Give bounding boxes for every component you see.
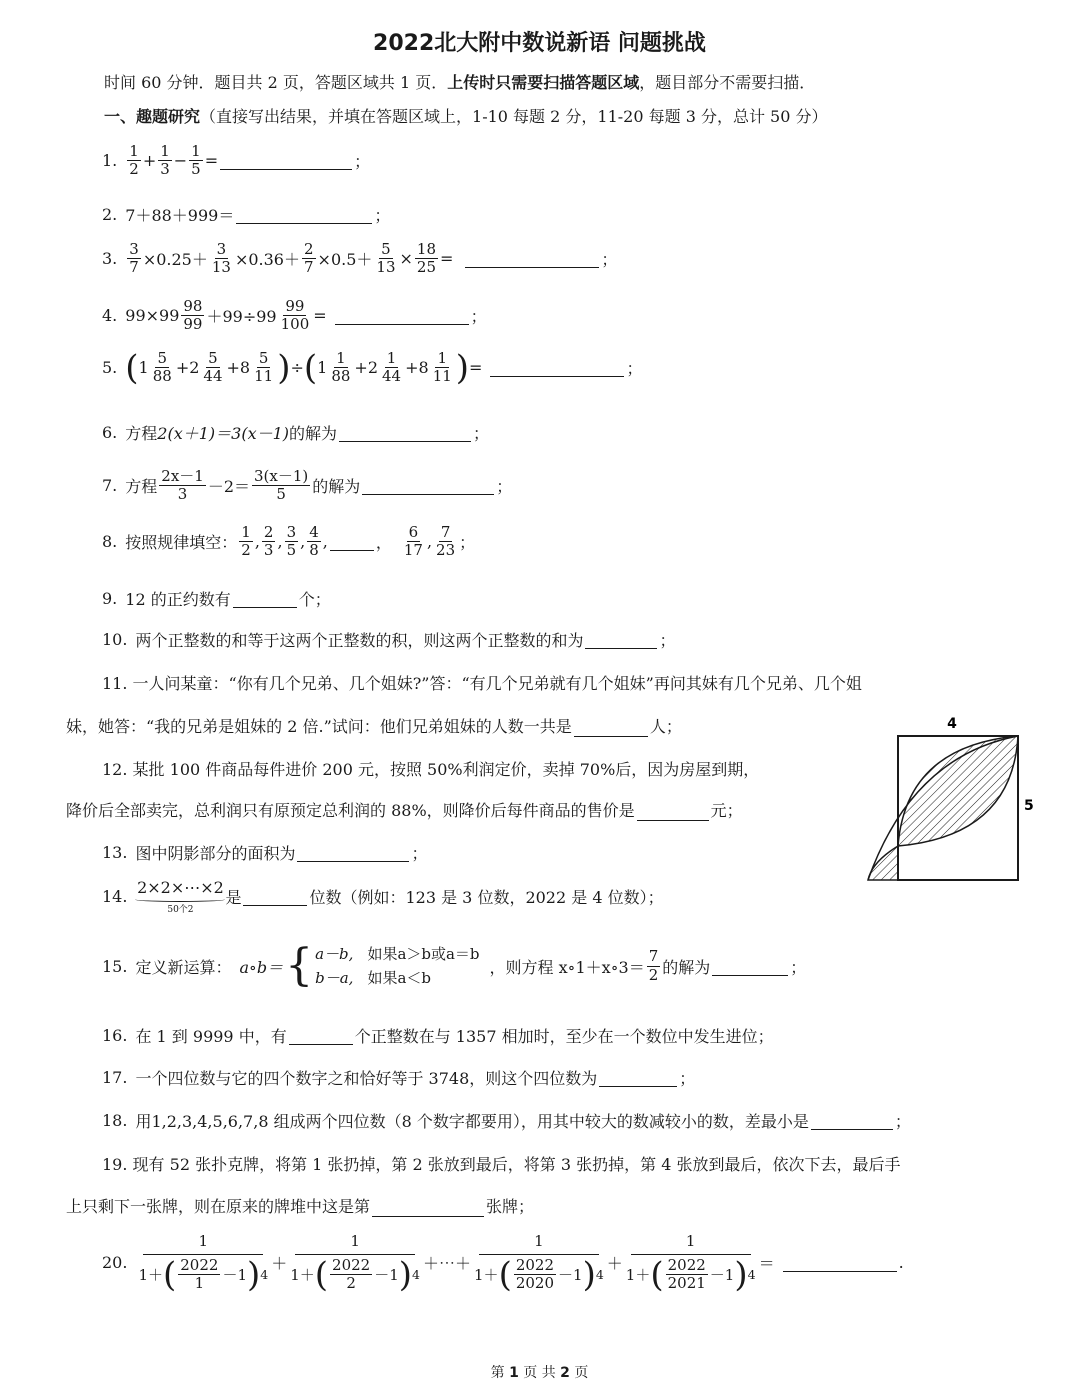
question-11: 11. 一人问某童：“你有几个兄弟、几个姐妹?”答：“有几个兄弟就有几个姐妹”再问其妹有几个兄弟、几个姐 — [102, 674, 862, 693]
question-number: 1. — [102, 151, 118, 171]
answer-blank[interactable] — [574, 718, 648, 737]
question-number: 19. — [102, 1155, 128, 1174]
intro-bold: 上传时只需要扫描答题区域 — [447, 73, 640, 92]
question-number: 9. — [102, 589, 118, 608]
intro-text-end: ，题目部分不需要扫描． — [639, 73, 816, 92]
question-20: 20. 1 1＋ ( 2022 1 －1 ) 4 ＋ 1 1＋ ( 2022 2 －1 ) 4 ＋⋯＋ 1 1＋ ( 2022 2020 －1 ) 4 ＋ 1 1＋ ( 2022 2021 －1 ) 4 ＝ . — [102, 1232, 904, 1295]
intro-text: 时间 60 分钟．题目共 2 页，答题区域共 1 页． — [104, 73, 448, 92]
answer-blank[interactable] — [637, 802, 709, 821]
question-number: 13. — [102, 843, 128, 862]
question-14: 14. 2×2×⋯×2 50个2 是 位数（例如：123 是 3 位数，2022 是 4 位数）； — [102, 878, 664, 915]
answer-blank[interactable] — [585, 630, 657, 649]
question-15: 15. 定义新运算： a∘b＝ { a－b, 如果a＞b或a＝b b－a, 如果a＜b ，则方程 x∘1＋x∘3＝ 7 2 的解为 ； — [102, 940, 807, 991]
fraction: 1 2 — [129, 142, 139, 179]
question-number: 18. — [102, 1111, 128, 1130]
corner-shaded — [868, 846, 898, 880]
question-number: 11. — [102, 674, 128, 693]
cases: a－b, 如果a＞b或a＝b b－a, 如果a＜b — [315, 945, 480, 987]
question-9: 9. 12 的正约数有 个； — [102, 589, 331, 609]
question-number: 10. — [102, 630, 128, 649]
answer-blank[interactable] — [233, 589, 297, 608]
page-title: 2022北大附中数说新语 问题挑战 — [373, 31, 706, 56]
question-number: 15. — [102, 956, 128, 976]
answer-blank[interactable] — [339, 423, 471, 442]
shaded-area-figure — [862, 712, 1032, 886]
answer-blank[interactable] — [599, 1068, 677, 1087]
question-16: 16. 在 1 到 9999 中，有 个正整数在与 1357 相加时，至少在一个数位中发生进位； — [102, 1026, 774, 1046]
question-number: 12. — [102, 760, 128, 779]
question-number: 17. — [102, 1068, 128, 1087]
expression: 7＋88＋999＝ — [125, 206, 235, 225]
series-term: 1 1＋ ( 2022 2 －1 ) 4 — [290, 1232, 420, 1295]
answer-blank[interactable] — [243, 887, 307, 906]
question-number: 5. — [102, 358, 118, 378]
answer-blank[interactable] — [330, 532, 374, 551]
series-term: 1 1＋ ( 2022 2020 －1 ) 4 — [474, 1232, 604, 1295]
question-number: 16. — [102, 1026, 128, 1045]
question-number: 8. — [102, 532, 118, 552]
series-term: 1 1＋ ( 2022 2021 －1 ) 4 — [625, 1232, 756, 1295]
answer-blank[interactable] — [362, 476, 494, 495]
series-term: 1 1＋ ( 2022 1 －1 ) 4 — [138, 1232, 269, 1295]
question-3: 3. $\frac{3}{7}$ ×0.25＋ $\frac{3}{13}$ ×0.36＋ $\frac{2}{7}$ ×0.5＋ $\frac{5}{13}$ × $\frac{18}{25}$ = ； — [102, 240, 618, 277]
answer-blank[interactable] — [490, 358, 624, 377]
section-note: （直接写出结果，并填在答题区域上，1-10 每题 2 分，11-20 每题 3 分，总计 50 分） — [200, 107, 828, 126]
answer-blank[interactable] — [236, 205, 372, 224]
section-heading — [104, 104, 828, 127]
page-footer: 第 1 页 共 2 页 — [490, 1365, 589, 1381]
question-12: 12. 某批 100 件商品每件进价 200 元，按照 50%利润定价，卖掉 70%后，因为房屋到期， — [102, 760, 760, 779]
label-top: 4 — [947, 716, 957, 732]
question-11-line2: 妹，她答：“我的兄弟是姐妹的 2 倍.”试问：他们兄弟姐妹的人数一共是 人； — [66, 717, 682, 736]
question-number: 14. — [102, 887, 128, 906]
answer-blank[interactable] — [335, 306, 469, 325]
fraction: 1 3 — [160, 142, 170, 179]
answer-blank[interactable] — [297, 843, 409, 862]
answer-blank[interactable] — [372, 1198, 484, 1217]
question-6: 6. 方程 2(x＋1)＝3(x－1) 的解为 ； — [102, 423, 490, 443]
question-number: 3. — [102, 249, 118, 269]
question-10: 10. 两个正整数的和等于这两个正整数的积，则这两个正整数的和为 ； — [102, 630, 676, 650]
answer-blank[interactable] — [289, 1026, 353, 1045]
question-5: 5. ( 1 5 88 + 2 5 44 + 8 5 11 ) ÷ ( 1 1 88 + 2 1 44 + 8 1 11 ) = ； — [102, 347, 643, 388]
answer-blank[interactable] — [811, 1111, 893, 1130]
question-18: 18. 用1,2,3,4,5,6,7,8 组成两个四位数（8 个数字都要用），用其中较大的数减较小的数，差最小是 ； — [102, 1111, 911, 1131]
intro-line — [104, 70, 815, 93]
fraction: 1 5 — [191, 142, 201, 179]
underbrace-expression: 2×2×⋯×2 50个2 — [137, 878, 224, 915]
answer-blank[interactable] — [712, 957, 788, 976]
question-2: 2. 7＋88＋999＝ ； — [102, 205, 391, 225]
section-label: 一、趣题研究 — [104, 107, 201, 126]
question-8: 8. 按照规律填空： 1 2 , 2 3 , 3 5 , 4 8 , ， 6 17 , 7 23 ； — [102, 523, 476, 560]
question-4: 4. 99×99 98 99 ＋99÷99 99 100 = ； — [102, 297, 487, 334]
question-number: 7. — [102, 476, 118, 496]
question-19-line2: 上只剩下一张牌，则在原来的牌堆中这是第 张牌； — [66, 1197, 535, 1216]
question-number: 6. — [102, 423, 118, 442]
question-7: 7. 方程 2x－1 3 －2＝ 3(x－1) 5 的解为 ； — [102, 467, 513, 504]
label-side: 5 — [1024, 798, 1034, 814]
question-number: 2. — [102, 205, 118, 224]
answer-blank[interactable] — [465, 249, 599, 268]
question-1: 1. 1 2 + 1 3 − 1 5 = ； — [102, 142, 371, 179]
question-17: 17. 一个四位数与它的四个数字之和恰好等于 3748，则这个四位数为 ； — [102, 1068, 696, 1088]
question-number: 20. — [102, 1252, 128, 1272]
question-12-line2: 降价后全部卖完，总利润只有原预定总利润的 88%，则降价后每件商品的售价是 元； — [66, 801, 743, 820]
question-number: 4. — [102, 306, 118, 326]
question-13: 13. 图中阴影部分的面积为 ； — [102, 843, 428, 863]
lens-shaded — [898, 736, 1018, 846]
answer-blank[interactable] — [220, 151, 352, 170]
answer-blank[interactable] — [783, 1253, 897, 1272]
question-19: 19. 现有 52 张扑克牌，将第 1 张扔掉，第 2 张放到最后，将第 3 张扔掉，第 4 张放到最后，依次下去，最后手 — [102, 1155, 901, 1174]
